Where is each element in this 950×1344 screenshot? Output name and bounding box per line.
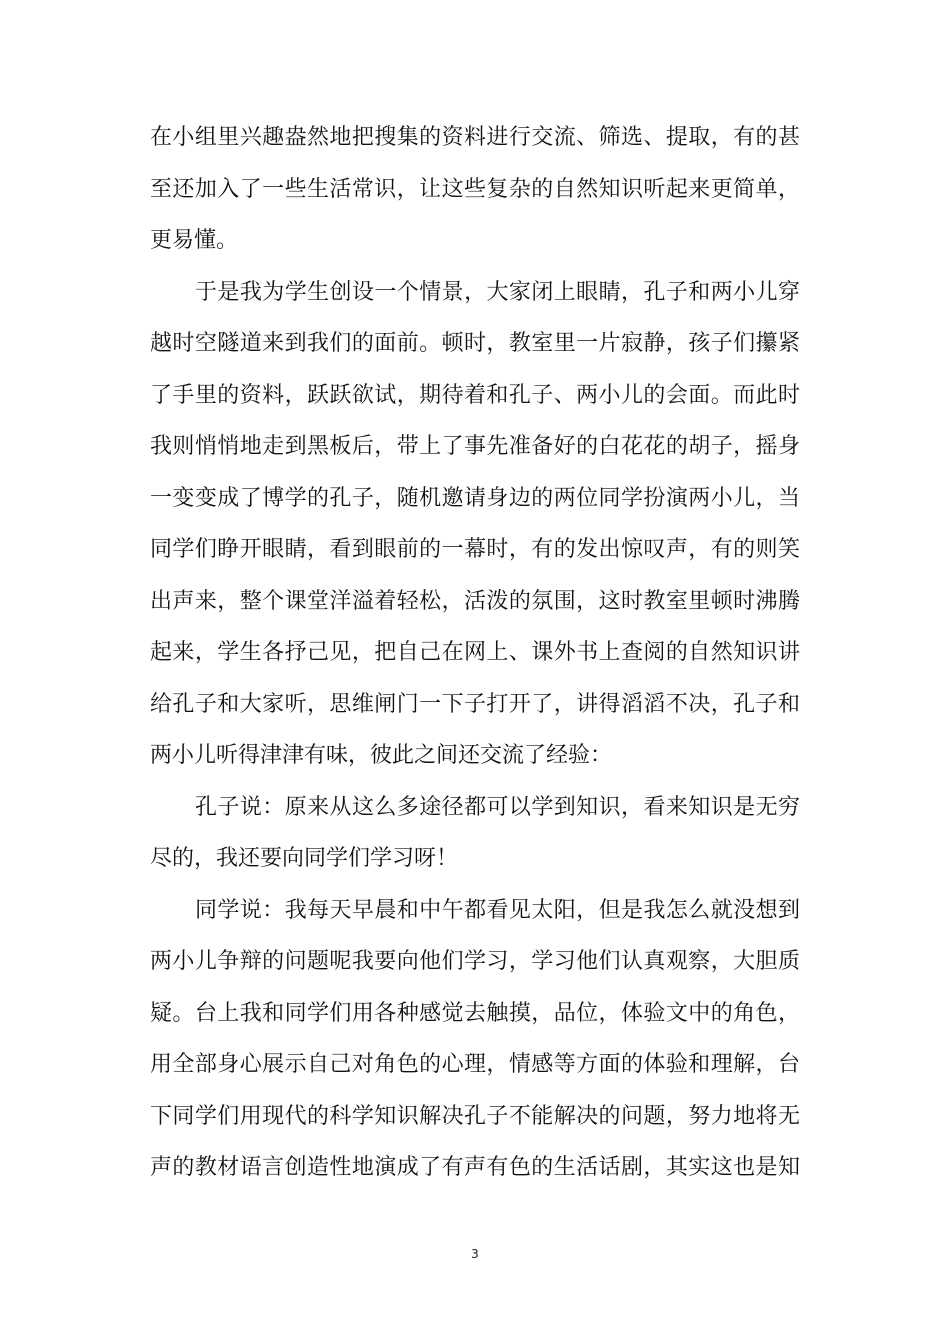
page-number: 3 <box>471 1247 479 1261</box>
text-line: 给孔子和大家听，思维闸门一下子打开了，讲得滔滔不决，孔子和 <box>150 692 800 717</box>
text-line: 了手里的资料，跃跃欲试，期待着和孔子、两小儿的会面。而此时 <box>150 383 800 408</box>
text-line: 起来，学生各抒己见，把自己在网上、课外书上查阅的自然知识讲 <box>150 640 800 665</box>
text-line: 越时空隧道来到我们的面前。顿时，教室里一片寂静，孩子们攥紧 <box>150 331 800 356</box>
text-line: 在小组里兴趣盎然地把搜集的资料进行交流、筛选、提取，有的甚 <box>150 125 800 150</box>
text-line: 疑。台上我和同学们用各种感觉去触摸，品位，体验文中的角色， <box>150 1001 800 1026</box>
text-line: 两小儿听得津津有味，彼此之间还交流了经验： <box>150 743 613 768</box>
text-line: 两小儿争辩的问题呢我要向他们学习，学习他们认真观察，大胆质 <box>150 949 800 974</box>
text-line: 用全部身心展示自己对角色的心理，情感等方面的体验和理解，台 <box>150 1052 800 1077</box>
paragraph-first-line: 同学说：我每天早晨和中午都看见太阳，但是我怎么就没想到 <box>195 898 800 923</box>
text-line: 声的教材语言创造性地演成了有声有色的生活话剧，其实这也是知 <box>150 1155 800 1180</box>
text-line: 下同学们用现代的科学知识解决孔子不能解决的问题，努力地将无 <box>150 1104 800 1129</box>
paragraph-first-line: 于是我为学生创设一个情景，大家闭上眼睛，孔子和两小儿穿 <box>195 280 800 305</box>
text-line: 一变变成了博学的孔子，随机邀请身边的两位同学扮演两小儿，当 <box>150 486 800 511</box>
text-line: 同学们睁开眼睛，看到眼前的一幕时，有的发出惊叹声，有的则笑 <box>150 537 800 562</box>
text-line: 我则悄悄地走到黑板后，带上了事先准备好的白花花的胡子，摇身 <box>150 434 800 459</box>
paragraph-first-line: 孔子说：原来从这么多途径都可以学到知识，看来知识是无穷 <box>195 795 800 820</box>
text-line: 至还加入了一些生活常识，让这些复杂的自然知识听起来更简单， <box>150 177 800 202</box>
text-line: 出声来，整个课堂洋溢着轻松，活泼的氛围，这时教室里顿时沸腾 <box>150 589 800 614</box>
text-line: 更易懂。 <box>150 228 239 253</box>
text-line: 尽的，我还要向同学们学习呀！ <box>150 846 459 871</box>
